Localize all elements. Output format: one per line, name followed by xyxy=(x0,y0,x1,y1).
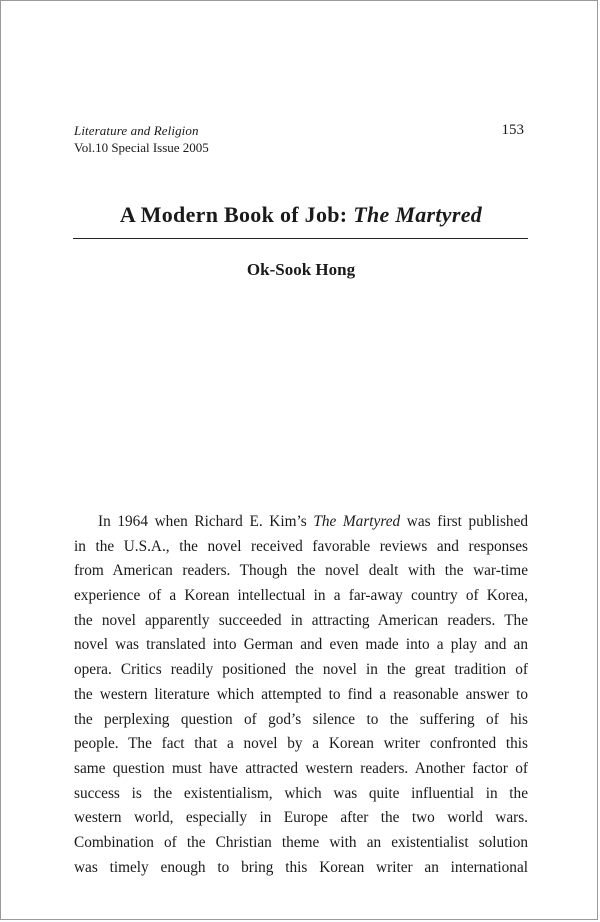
article-title xyxy=(1,202,600,228)
article-title-work: The Martyred xyxy=(353,202,483,227)
body-line-text: was first published xyxy=(400,513,529,530)
page-number: 153 xyxy=(501,122,524,138)
body-line: success is the existentialism, which was quite influential in the xyxy=(74,784,528,802)
body-paragraph xyxy=(74,510,528,880)
book-title: The Martyred xyxy=(313,513,401,530)
journal-name: Literature and Religion xyxy=(74,123,199,138)
body-line: Combination of the Christian theme with an existentialist solution xyxy=(74,833,528,851)
body-line-text: In 1964 when Richard E. Kim’s xyxy=(98,513,314,530)
author-name: Ok-Sook Hong xyxy=(246,260,356,279)
body-line: western world, especially in Europe after the two world wars. xyxy=(74,809,528,827)
body-line: the novel apparently succeeded in attracting American readers. The xyxy=(74,611,528,629)
body-line: in the U.S.A., the novel received favorable reviews and responses xyxy=(74,537,528,555)
body-line: from American readers. Though the novel dealt with the war-time xyxy=(74,562,528,580)
body-line: same question must have attracted western readers. Another factor of xyxy=(74,759,528,777)
body-line: the perplexing question of god’s silence to the suffering of his xyxy=(74,710,528,728)
body-line: people. The fact that a novel by a Korean writer confronted this xyxy=(74,735,528,753)
body-line: novel was translated into German and even made into a play and an xyxy=(74,636,528,654)
body-line: was timely enough to bring this Korean writer an international xyxy=(74,858,528,876)
body-line: opera. Critics readily positioned the novel in the great tradition of xyxy=(74,661,528,679)
journal-volume-issue: Vol.10 Special Issue 2005 xyxy=(74,140,209,155)
body-line: the western literature which attempted to find a reasonable answer to xyxy=(74,685,528,703)
title-rule xyxy=(73,238,528,239)
body-line: experience of a Korean intellectual in a far-away country of Korea, xyxy=(74,587,528,605)
article-title-main: A Modern Book of Job: xyxy=(119,202,354,227)
body-line xyxy=(74,510,528,535)
